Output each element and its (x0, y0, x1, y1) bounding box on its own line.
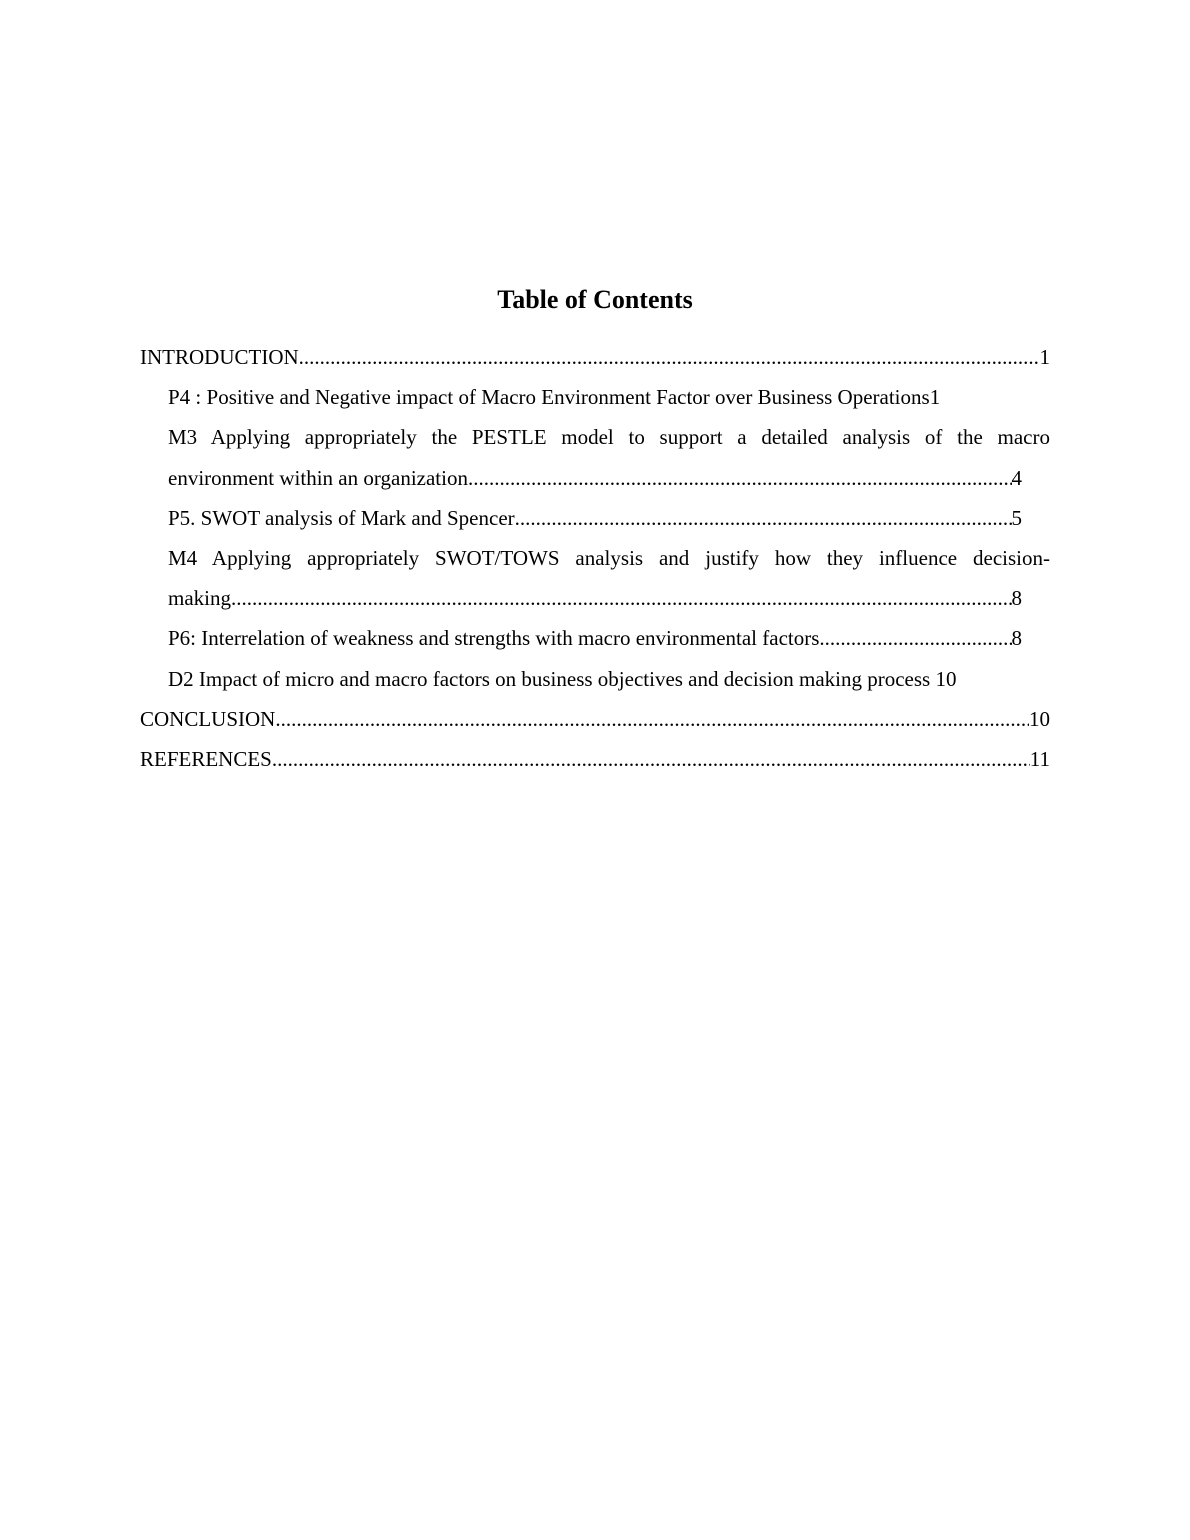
toc-entry-text: P5. SWOT analysis of Mark and Spencer (168, 505, 515, 530)
toc-entry-p6[interactable] (168, 622, 1022, 662)
toc-entry-page: 10 (1029, 706, 1050, 731)
toc-leader-dots (819, 622, 1011, 654)
toc-entry-page: 1 (929, 385, 941, 410)
toc-title: Table of Contents (497, 285, 693, 314)
toc-entry-m3-line2[interactable] (168, 462, 1022, 502)
toc-entry-m3-line1[interactable] (168, 421, 1050, 461)
table-of-contents (140, 341, 1050, 783)
toc-entry-text: CONCLUSION (140, 706, 276, 731)
toc-leader-dots (299, 341, 1040, 373)
toc-leader-dots (231, 582, 1012, 614)
toc-entry-text: environment within an organization (168, 465, 468, 490)
toc-entry-d2[interactable] (168, 663, 1050, 703)
toc-entry-text: M3 Applying appropriately the PESTLE model to support a detailed analysis of the macro (168, 425, 1050, 450)
toc-entry-page: 1 (1039, 345, 1050, 369)
toc-leader-dots (468, 462, 1012, 494)
toc-entry-text: INTRODUCTION (140, 345, 299, 369)
toc-entry-p4[interactable] (168, 381, 1050, 421)
toc-entry-text: making (168, 586, 231, 611)
toc-entry-text: P4 : Positive and Negative impact of Macro Environment Factor over Business Operations (168, 385, 930, 410)
toc-entry-p5[interactable] (168, 502, 1022, 542)
toc-entry-conclusion[interactable] (140, 703, 1050, 743)
toc-entry-page: 4 (1011, 465, 1022, 490)
toc-entry-introduction[interactable] (140, 341, 1050, 381)
toc-entry-m4-line1[interactable] (168, 542, 1050, 582)
toc-entry-text: M4 Applying appropriately SWOT/TOWS analysis and justify how they influence decision- (168, 545, 1050, 570)
toc-entry-text: REFERENCES (140, 746, 272, 771)
toc-leader-dots (515, 502, 1012, 534)
toc-entry-page: 10 (935, 666, 957, 691)
toc-entry-references[interactable] (140, 743, 1050, 783)
toc-entry-page: 8 (1011, 586, 1022, 611)
toc-entry-page: 11 (1029, 746, 1050, 771)
toc-entry-m4-line2[interactable] (168, 582, 1022, 622)
toc-entry-page: 5 (1011, 505, 1022, 530)
toc-entry-text: P6: Interrelation of weakness and strengths with macro environmental factors (168, 626, 820, 651)
toc-leader-dots (272, 743, 1030, 775)
toc-leader-dots (275, 703, 1029, 735)
toc-entry-text: D2 Impact of micro and macro factors on business objectives and decision making process (168, 666, 931, 691)
toc-entry-page: 8 (1011, 626, 1022, 651)
